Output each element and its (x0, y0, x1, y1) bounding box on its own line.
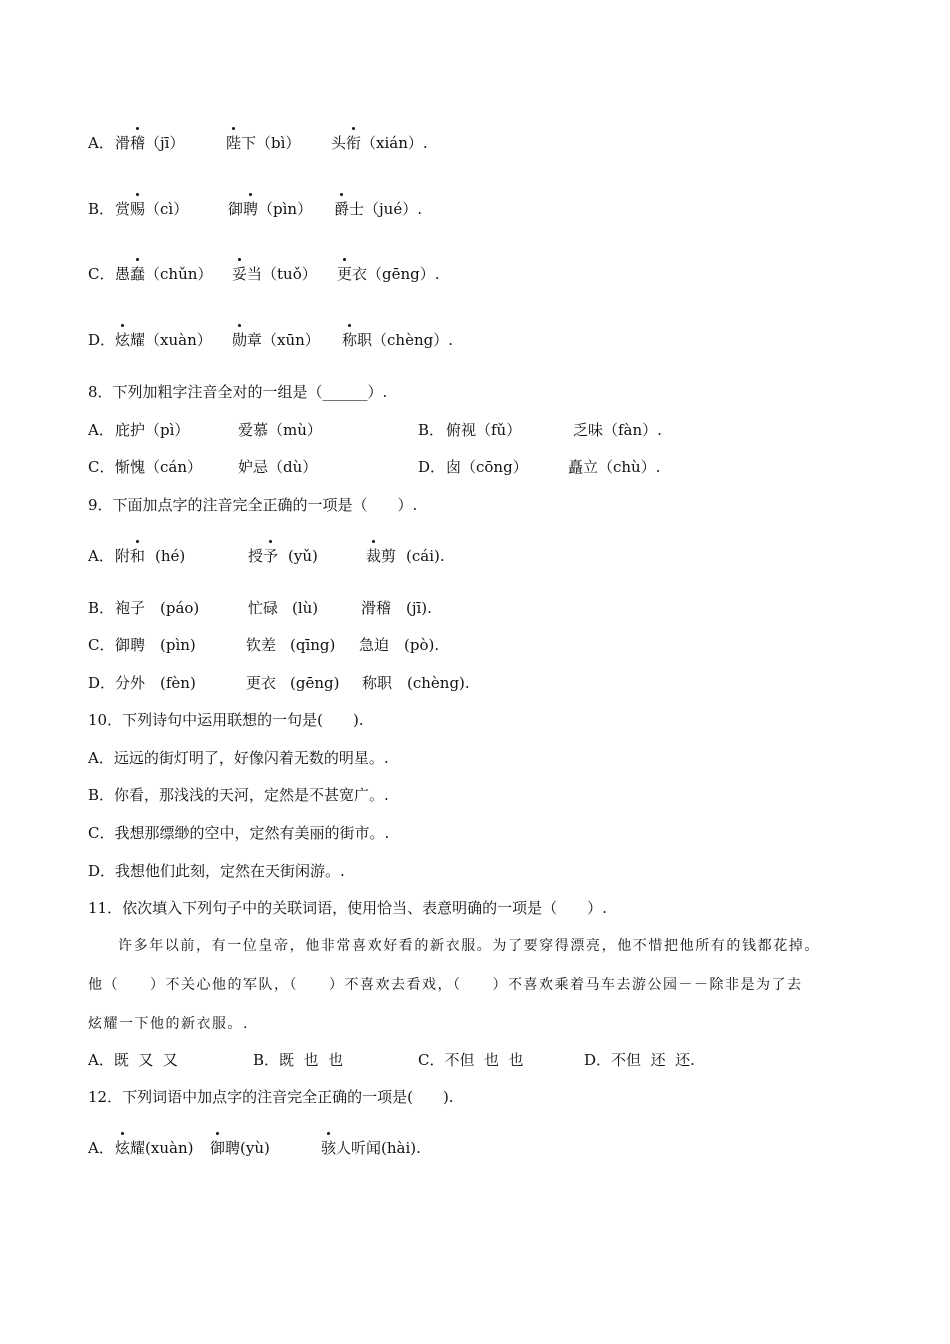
q8-option-a-2: 爱慕（mù） (238, 421, 322, 439)
plain-char: 剪 (381, 547, 397, 565)
dotted-char: 陛 (226, 134, 242, 152)
plain-char: 御 (228, 200, 244, 218)
plain-char: 章 (247, 331, 263, 349)
pinyin: （cì） (145, 200, 189, 218)
q8-option-d-label: D． (418, 458, 446, 476)
q12-a-item-3 (321, 1138, 421, 1158)
q9-option-b-label: B． (88, 599, 115, 617)
q12-option-a-label: A． (88, 1139, 114, 1157)
pinyin: （chèng）. (372, 331, 454, 349)
q9-option-b-1-py: (páo) (160, 599, 200, 617)
q10-stem: 10．下列诗句中运用联想的一句是( ). (88, 711, 364, 729)
q9-a-item-1 (115, 546, 185, 566)
plain-char: 愚 (115, 265, 131, 283)
pinyin: (xuàn) (145, 1139, 194, 1157)
pinyin: （jī） (145, 134, 185, 152)
q9-option-b-1: 袍子 (115, 599, 146, 617)
pinyin: （xián）. (361, 134, 428, 152)
q9-option-c-label: C． (88, 636, 115, 654)
pinyin: (hé) (155, 547, 186, 565)
option-label: B． (88, 200, 115, 218)
pinyin: （pìn） (258, 200, 313, 218)
q7-b-item-2 (228, 199, 312, 219)
q7-a-item-2 (226, 133, 300, 153)
q9-option-d-label: D． (88, 674, 116, 692)
q8-option-b-2: 乏味（fàn）. (573, 421, 662, 439)
q9-option-d-3-py: (chèng). (407, 674, 470, 692)
pinyin: （jué）. (364, 200, 422, 218)
q10-option-c: C．我想那缥缈的空中，定然有美丽的街市。. (88, 824, 390, 842)
q10-option-a: A．远远的街灯明了，好像闪着无数的明星。. (88, 749, 389, 767)
q7-a-item-3 (331, 133, 428, 153)
dotted-char: 炫 (115, 1139, 131, 1157)
plain-char: 当 (247, 265, 263, 283)
q10-option-b: B．你看，那浅浅的天河，定然是不甚宽广。. (88, 786, 389, 804)
q11-passage-line-2: 他（ ）不关心他的军队，（ ）不喜欢去看戏，（ ）不喜欢乘着马车去游公园－－除非是为了去 (88, 977, 803, 993)
dotted-char: 妥 (232, 265, 248, 283)
q9-option-b-2-py: (lù) (292, 599, 319, 617)
q8-option-a-label: A． (88, 421, 114, 439)
option-label: C． (88, 265, 115, 283)
pinyin: (yǔ) (288, 547, 318, 565)
pinyin: （tuǒ） (262, 265, 317, 283)
plain-char: 聘 (225, 1139, 241, 1157)
dotted-char: 蠢 (130, 265, 146, 283)
q9-a-item-2 (248, 546, 318, 566)
pinyin: (hài). (381, 1139, 421, 1157)
plain-char: 衣 (352, 265, 368, 283)
dotted-char: 称 (342, 331, 358, 349)
q9-option-c-3: 急迫 (359, 636, 390, 654)
dotted-char: 稽 (130, 134, 146, 152)
q11-option-d: D．不但 还 还. (584, 1051, 695, 1069)
dotted-char: 更 (337, 265, 353, 283)
pinyin: (yù) (240, 1139, 270, 1157)
q9-option-b-2: 忙碌 (248, 599, 279, 617)
q12-a-item-1 (115, 1138, 193, 1158)
dotted-char: 骇 (321, 1139, 337, 1157)
plain-char: 授 (248, 547, 264, 565)
q8-option-c-label: C． (88, 458, 115, 476)
q8-option-d-2: 矗立（chù）. (568, 458, 661, 476)
q9-option-c-3-py: (pò). (404, 636, 440, 654)
option-label: A． (88, 134, 114, 152)
dotted-char: 勋 (232, 331, 248, 349)
dotted-char: 炫 (115, 331, 131, 349)
q8-option-d-1: 囱（cōng） (446, 458, 528, 476)
q7-c-item-2 (232, 264, 317, 284)
q7-d-item-1 (115, 330, 212, 350)
q9-option-c-1: 御聘 (115, 636, 146, 654)
plain-char: 赏 (115, 200, 131, 218)
q9-option-c-2: 钦差 (246, 636, 277, 654)
q8-option-c-1: 惭愧（cán） (115, 458, 203, 476)
q9-option-b-3: 滑稽 (361, 599, 392, 617)
pinyin: （chǔn） (145, 265, 213, 283)
q11-option-a: A．既 又 又 (88, 1051, 178, 1069)
pinyin: （bì） (256, 134, 301, 152)
plain-char: 耀 (130, 1139, 146, 1157)
q9-option-d-1-py: (fèn) (160, 674, 196, 692)
q7-c-item-3 (337, 264, 440, 284)
q9-a-item-3 (366, 546, 445, 566)
q7-b-item-3 (334, 199, 422, 219)
q9-option-a-label: A． (88, 547, 114, 565)
q9-stem: 9．下面加点字的注音完全正确的一项是（ ）. (88, 496, 418, 514)
q7-option-c (88, 264, 114, 284)
q7-option-d (88, 330, 115, 350)
plain-char: 滑 (115, 134, 131, 152)
plain-char: 士 (349, 200, 365, 218)
dotted-char: 和 (130, 547, 146, 565)
pinyin: （xūn） (262, 331, 320, 349)
q11-option-c: C．不但 也 也 (418, 1051, 524, 1069)
dotted-char: 赐 (130, 200, 146, 218)
plain-char: 耀 (130, 331, 146, 349)
q9-option-b-3-py: (jī). (406, 599, 432, 617)
pinyin: （xuàn） (145, 331, 212, 349)
plain-char: 下 (241, 134, 257, 152)
q11-stem: 11．依次填入下列句子中的关联词语，使用恰当、表意明确的一项是（ ）. (88, 899, 607, 917)
q8-option-b-label: B． (418, 421, 445, 439)
pinyin: (cái). (406, 547, 445, 565)
dotted-char: 爵 (334, 200, 350, 218)
q7-d-item-2 (232, 330, 320, 350)
plain-char: 附 (115, 547, 131, 565)
q9-option-c-1-py: (pìn) (160, 636, 196, 654)
q7-option-a (88, 133, 114, 153)
q11-passage-line-1: 许多年以前，有一位皇帝，他非常喜欢好看的新衣服。为了要穿得漂亮，他不惜把他所有的钱都花掉。 (118, 938, 820, 954)
dotted-char: 御 (210, 1139, 226, 1157)
q9-option-d-3: 称职 (362, 674, 393, 692)
q9-option-d-2-py: (gēng) (290, 674, 340, 692)
q7-d-item-3 (342, 330, 453, 350)
q12-a-item-2 (210, 1138, 270, 1158)
q11-option-b: B．既 也 也 (253, 1051, 344, 1069)
dotted-char: 聘 (243, 200, 259, 218)
q7-option-b (88, 199, 114, 219)
q8-stem: 8．下列加粗字注音全对的一组是（______）. (88, 383, 388, 401)
q8-option-b-1: 俯视（fǔ） (446, 421, 522, 439)
q8-option-a-1: 庇护（pì） (115, 421, 190, 439)
q9-option-c-2-py: (qīng) (290, 636, 336, 654)
dotted-char: 裁 (366, 547, 382, 565)
q8-option-c-2: 妒忌（dù） (238, 458, 318, 476)
q7-c-item-1 (115, 264, 212, 284)
q9-option-d-2: 更衣 (246, 674, 277, 692)
plain-char: 头 (331, 134, 347, 152)
plain-char: 职 (357, 331, 373, 349)
q9-option-d-1: 分外 (115, 674, 146, 692)
q12-stem: 12．下列词语中加点字的注音完全正确的一项是( ). (88, 1088, 454, 1106)
dotted-char: 衔 (346, 134, 362, 152)
q7-a-item-1 (115, 133, 184, 153)
option-label: D． (88, 331, 116, 349)
plain-char: 人听闻 (336, 1139, 382, 1157)
pinyin: （gēng）. (367, 265, 440, 283)
dotted-char: 予 (263, 547, 279, 565)
q10-option-d: D．我想他们此刻，定然在天街闲游。. (88, 862, 345, 880)
q11-passage-line-3: 炫耀一下他的新衣服。. (88, 1016, 249, 1032)
q7-b-item-1 (115, 199, 188, 219)
